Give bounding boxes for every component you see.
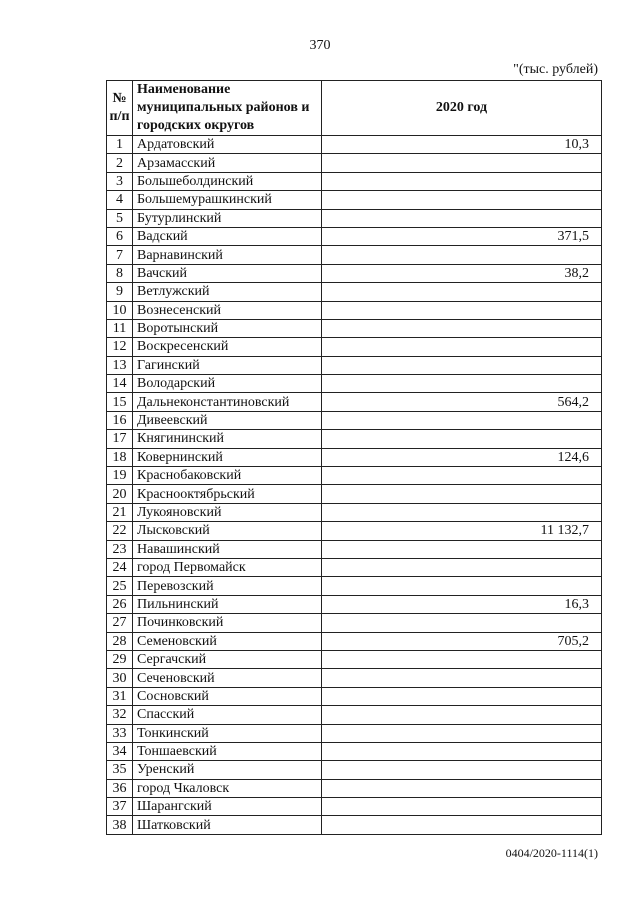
- district-name: Ветлужский: [133, 283, 322, 301]
- row-value: [322, 191, 602, 209]
- district-name: Ковернинский: [133, 448, 322, 466]
- row-value: [322, 650, 602, 668]
- table-row: [107, 393, 602, 411]
- row-number: 29: [107, 650, 133, 668]
- table-row: [107, 687, 602, 705]
- district-name: Дальнеконстантиновский: [133, 393, 322, 411]
- row-number: 4: [107, 191, 133, 209]
- row-value: [322, 356, 602, 374]
- district-name: Перевозский: [133, 577, 322, 595]
- district-name: Сеченовский: [133, 669, 322, 687]
- district-name: Вачский: [133, 264, 322, 282]
- row-number: 5: [107, 209, 133, 227]
- document-code: 0404/2020-1114(1): [505, 846, 598, 860]
- district-name: Тонкинский: [133, 724, 322, 742]
- row-number: 19: [107, 467, 133, 485]
- row-value: 564,2: [322, 393, 602, 411]
- row-value: [322, 172, 602, 190]
- district-name: Володарский: [133, 375, 322, 393]
- row-value: [322, 742, 602, 760]
- table-row: [107, 595, 602, 613]
- row-number: 3: [107, 172, 133, 190]
- row-number: 24: [107, 558, 133, 576]
- row-value: [322, 485, 602, 503]
- header-year: 2020 год: [322, 81, 602, 136]
- table-row: [107, 375, 602, 393]
- district-name: Воскресенский: [133, 338, 322, 356]
- table-row: [107, 209, 602, 227]
- row-number: 30: [107, 669, 133, 687]
- district-name: Краснооктябрьский: [133, 485, 322, 503]
- table-row: [107, 724, 602, 742]
- district-name: Вознесенский: [133, 301, 322, 319]
- table-row: [107, 503, 602, 521]
- row-number: 38: [107, 816, 133, 834]
- table-row: [107, 283, 602, 301]
- table-row: [107, 338, 602, 356]
- district-name: Спасский: [133, 706, 322, 724]
- table-row: [107, 650, 602, 668]
- table-row: [107, 485, 602, 503]
- district-name: Уренский: [133, 761, 322, 779]
- row-number: 35: [107, 761, 133, 779]
- row-value: [322, 411, 602, 429]
- row-value: [322, 209, 602, 227]
- district-name: Тоншаевский: [133, 742, 322, 760]
- row-number: 17: [107, 430, 133, 448]
- row-value: [322, 246, 602, 264]
- row-value: [322, 503, 602, 521]
- row-value: 705,2: [322, 632, 602, 650]
- row-value: [322, 669, 602, 687]
- row-number: 8: [107, 264, 133, 282]
- row-number: 16: [107, 411, 133, 429]
- row-value: [322, 540, 602, 558]
- row-value: [322, 558, 602, 576]
- district-name: Большемурашкинский: [133, 191, 322, 209]
- row-value: [322, 338, 602, 356]
- table-row: [107, 264, 602, 282]
- row-number: 33: [107, 724, 133, 742]
- row-value: 38,2: [322, 264, 602, 282]
- row-value: [322, 724, 602, 742]
- district-name: Краснобаковский: [133, 467, 322, 485]
- district-name: Починковский: [133, 614, 322, 632]
- table-row: [107, 522, 602, 540]
- header-num: № п/п: [107, 81, 133, 136]
- table-row: [107, 706, 602, 724]
- row-number: 6: [107, 227, 133, 245]
- row-number: 27: [107, 614, 133, 632]
- district-name: Воротынский: [133, 319, 322, 337]
- district-name: Дивеевский: [133, 411, 322, 429]
- row-number: 37: [107, 798, 133, 816]
- table-row: [107, 577, 602, 595]
- row-value: [322, 301, 602, 319]
- table-row: [107, 614, 602, 632]
- table-row: [107, 227, 602, 245]
- district-name: Вадский: [133, 227, 322, 245]
- table-row: [107, 742, 602, 760]
- district-name: Варнавинский: [133, 246, 322, 264]
- row-value: [322, 577, 602, 595]
- row-number: 22: [107, 522, 133, 540]
- table-row: [107, 136, 602, 154]
- table-row: [107, 467, 602, 485]
- district-name: Гагинский: [133, 356, 322, 374]
- header-name: Наименование муниципальных районов и городских округов: [133, 81, 322, 136]
- table-row: [107, 356, 602, 374]
- row-number: 14: [107, 375, 133, 393]
- row-number: 31: [107, 687, 133, 705]
- table-row: [107, 411, 602, 429]
- table-row: [107, 154, 602, 172]
- row-value: [322, 706, 602, 724]
- row-value: [322, 614, 602, 632]
- row-value: 371,5: [322, 227, 602, 245]
- row-number: 26: [107, 595, 133, 613]
- table-row: [107, 246, 602, 264]
- row-number: 12: [107, 338, 133, 356]
- row-number: 13: [107, 356, 133, 374]
- districts-table: [106, 80, 602, 835]
- row-number: 11: [107, 319, 133, 337]
- page-number: 370: [309, 38, 331, 53]
- table-row: [107, 669, 602, 687]
- row-number: 2: [107, 154, 133, 172]
- district-name: Шатковский: [133, 816, 322, 834]
- row-number: 18: [107, 448, 133, 466]
- row-number: 25: [107, 577, 133, 595]
- district-name: Княгининский: [133, 430, 322, 448]
- district-name: Сосновский: [133, 687, 322, 705]
- table-row: [107, 779, 602, 797]
- table-row: [107, 319, 602, 337]
- table-row: [107, 761, 602, 779]
- table-row: [107, 816, 602, 834]
- row-value: [322, 319, 602, 337]
- row-number: 36: [107, 779, 133, 797]
- district-name: Лукояновский: [133, 503, 322, 521]
- row-value: [322, 761, 602, 779]
- row-number: 21: [107, 503, 133, 521]
- district-name: Сергачский: [133, 650, 322, 668]
- row-number: 7: [107, 246, 133, 264]
- table-body: [107, 136, 602, 835]
- row-number: 15: [107, 393, 133, 411]
- row-number: 23: [107, 540, 133, 558]
- district-name: Навашинский: [133, 540, 322, 558]
- units-note: "(тыс. рублей): [513, 62, 598, 77]
- row-value: 124,6: [322, 448, 602, 466]
- row-value: [322, 430, 602, 448]
- district-name: Большеболдинский: [133, 172, 322, 190]
- row-value: 11 132,7: [322, 522, 602, 540]
- district-name: город Первомайск: [133, 558, 322, 576]
- row-value: [322, 798, 602, 816]
- row-number: 9: [107, 283, 133, 301]
- table-row: [107, 430, 602, 448]
- row-number: 34: [107, 742, 133, 760]
- table-row: [107, 172, 602, 190]
- table-header-row: [107, 81, 602, 136]
- row-number: 28: [107, 632, 133, 650]
- row-value: 16,3: [322, 595, 602, 613]
- row-number: 32: [107, 706, 133, 724]
- district-name: Шарангский: [133, 798, 322, 816]
- table-row: [107, 632, 602, 650]
- row-value: [322, 375, 602, 393]
- row-value: [322, 687, 602, 705]
- table-row: [107, 540, 602, 558]
- district-name: Семеновский: [133, 632, 322, 650]
- district-name: Арзамасский: [133, 154, 322, 172]
- table-row: [107, 798, 602, 816]
- row-value: [322, 467, 602, 485]
- district-name: Лысковский: [133, 522, 322, 540]
- district-name: Ардатовский: [133, 136, 322, 154]
- table-row: [107, 191, 602, 209]
- district-name: Пильнинский: [133, 595, 322, 613]
- table-row: [107, 558, 602, 576]
- row-value: [322, 283, 602, 301]
- row-number: 10: [107, 301, 133, 319]
- table-row: [107, 301, 602, 319]
- table-row: [107, 448, 602, 466]
- row-value: [322, 816, 602, 834]
- district-name: город Чкаловск: [133, 779, 322, 797]
- row-number: 1: [107, 136, 133, 154]
- row-value: [322, 779, 602, 797]
- row-value: [322, 154, 602, 172]
- district-name: Бутурлинский: [133, 209, 322, 227]
- row-number: 20: [107, 485, 133, 503]
- row-value: 10,3: [322, 136, 602, 154]
